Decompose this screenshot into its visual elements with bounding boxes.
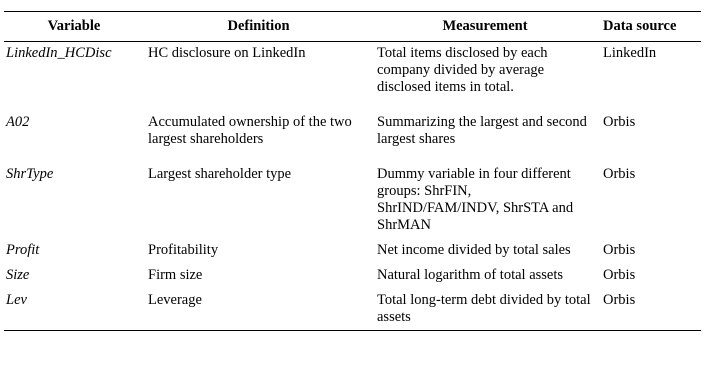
header-definition: Definition bbox=[227, 18, 290, 34]
variable-cell: Lev bbox=[6, 292, 27, 308]
header-variable: Variable bbox=[47, 18, 101, 34]
data-source-cell: LinkedIn bbox=[603, 45, 657, 61]
variables-table bbox=[4, 11, 701, 331]
measurement-cell: Total long-term debt divided by total assets bbox=[377, 292, 591, 325]
table-row bbox=[4, 42, 701, 106]
definition-cell: Leverage bbox=[148, 292, 202, 308]
measurement-cell: Dummy variable in four different groups: ShrFIN, ShrIND/FAM/INDV, ShrSTA and ShrMAN bbox=[377, 166, 574, 233]
data-source-cell: Orbis bbox=[603, 166, 636, 182]
table-row bbox=[4, 263, 701, 288]
data-source-cell: Orbis bbox=[603, 292, 636, 308]
table-row bbox=[4, 157, 701, 238]
data-source-cell: Orbis bbox=[603, 114, 636, 130]
table-body bbox=[4, 42, 701, 331]
measurement-cell: Net income divided by total sales bbox=[377, 242, 571, 258]
measurement-cell: Summarizing the largest and second largest shares bbox=[377, 114, 587, 147]
variable-cell: ShrType bbox=[6, 166, 54, 182]
data-source-cell: Orbis bbox=[603, 267, 636, 283]
measurement-cell: Total items disclosed by each company divided by average disclosed items in total. bbox=[377, 45, 548, 95]
variable-cell: Profit bbox=[6, 242, 40, 258]
table-row bbox=[4, 105, 701, 157]
measurement-cell: Natural logarithm of total assets bbox=[377, 267, 564, 283]
table-row bbox=[4, 238, 701, 263]
header-row bbox=[4, 12, 701, 42]
table-header bbox=[4, 12, 701, 42]
definition-cell: Largest shareholder type bbox=[148, 166, 292, 182]
definition-cell: Profitability bbox=[148, 242, 219, 258]
data-source-cell: Orbis bbox=[603, 242, 636, 258]
definition-cell: Firm size bbox=[148, 267, 203, 283]
variable-cell: LinkedIn_HCDisc bbox=[6, 45, 112, 61]
variable-cell: Size bbox=[6, 267, 30, 283]
table-row bbox=[4, 288, 701, 331]
header-measurement: Measurement bbox=[442, 18, 528, 34]
definition-cell: HC disclosure on LinkedIn bbox=[148, 45, 306, 61]
variable-cell: A02 bbox=[6, 114, 30, 130]
definition-cell: Accumulated ownership of the two largest shareholders bbox=[148, 114, 352, 147]
header-data-source: Data source bbox=[603, 18, 677, 34]
